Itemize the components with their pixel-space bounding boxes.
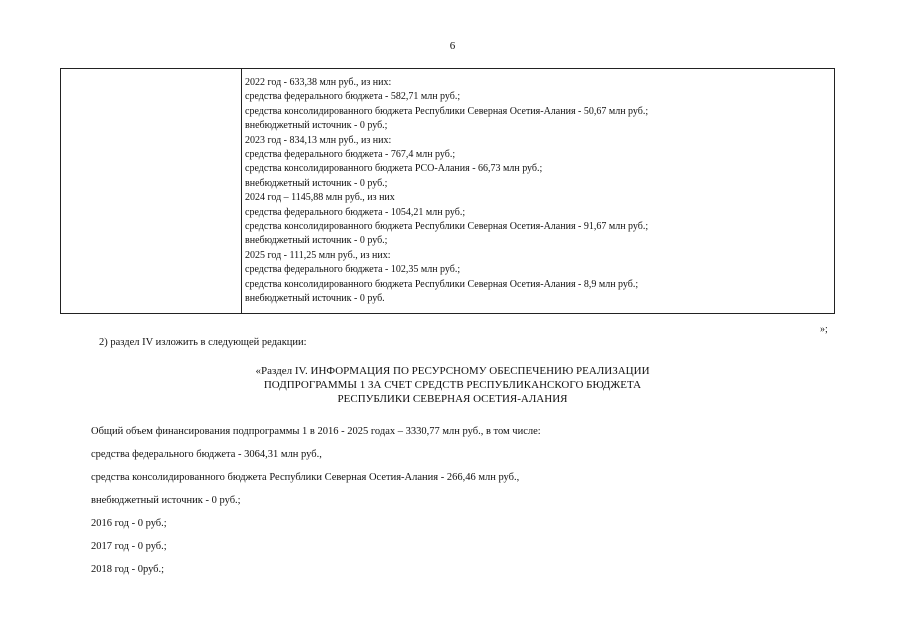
- table-line: средства федерального бюджета - 582,71 млн руб.;: [245, 91, 461, 103]
- section-heading: [0, 364, 905, 406]
- heading-line: РЕСПУБЛИКИ СЕВЕРНАЯ ОСЕТИЯ-АЛАНИЯ: [337, 393, 568, 405]
- table-line: средства консолидированного бюджета РСО-Алания - 66,73 млн руб.;: [245, 163, 543, 175]
- table-line: 2023 год - 834,13 млн руб., из них:: [245, 134, 392, 146]
- body-line: 2016 год - 0 руб.;: [91, 518, 167, 529]
- table-line: средства консолидированного бюджета Республики Северная Осетия-Алания - 50,67 млн руб.;: [245, 105, 649, 117]
- table-line: средства консолидированного бюджета Республики Северная Осетия-Алания - 91,67 млн руб.;: [245, 221, 649, 233]
- body-line: 2017 год - 0 руб.;: [91, 541, 167, 552]
- table-right-cell: [242, 69, 834, 313]
- table-line: внебюджетный источник - 0 руб.;: [245, 177, 388, 189]
- page-number: 6: [449, 40, 456, 52]
- budget-table: [60, 68, 835, 314]
- table-line: средства федерального бюджета - 1054,21 млн руб.;: [245, 206, 466, 218]
- table-line: 2022 год - 633,38 млн руб., из них:: [245, 77, 392, 88]
- table-line: внебюджетный источник - 0 руб.: [245, 293, 385, 305]
- closing-quote: »;: [820, 324, 828, 335]
- table-line: 2024 год – 1145,88 млн руб., из них: [245, 192, 395, 204]
- table-left-cell: [61, 69, 242, 313]
- body-line: внебюджетный источник - 0 руб.;: [91, 495, 241, 506]
- table-line: средства федерального бюджета - 767,4 млн руб.;: [245, 149, 456, 161]
- section-instruction: 2) раздел IV изложить в следующей редакции:: [99, 337, 307, 348]
- heading-line: ПОДПРОГРАММЫ 1 ЗА СЧЕТ СРЕДСТВ РЕСПУБЛИКАНСКОГО БЮДЖЕТА: [263, 379, 642, 391]
- body-line: 2018 год - 0руб.;: [91, 564, 165, 575]
- body-paragraphs: [91, 425, 541, 586]
- body-line: Общий объем финансирования подпрограммы 1 в 2016 - 2025 годах – 3330,77 млн руб., в том числе:: [91, 426, 541, 437]
- table-line: внебюджетный источник - 0 руб.;: [245, 235, 388, 247]
- table-line: 2025 год - 111,25 млн руб., из них:: [245, 249, 391, 261]
- table-line: средства федерального бюджета - 102,35 млн руб.;: [245, 264, 461, 276]
- body-line: средства федерального бюджета - 3064,31 млн руб.,: [91, 449, 322, 460]
- heading-line: «Раздел IV. ИНФОРМАЦИЯ ПО РЕСУРСНОМУ ОБЕСПЕЧЕНИЮ РЕАЛИЗАЦИИ: [255, 365, 650, 377]
- body-line: средства консолидированного бюджета Республики Северная Осетия-Алания - 266,46 млн руб.,: [91, 472, 520, 483]
- table-line: внебюджетный источник - 0 руб.;: [245, 120, 388, 132]
- table-line: средства консолидированного бюджета Республики Северная Осетия-Алания - 8,9 млн руб.;: [245, 278, 639, 290]
